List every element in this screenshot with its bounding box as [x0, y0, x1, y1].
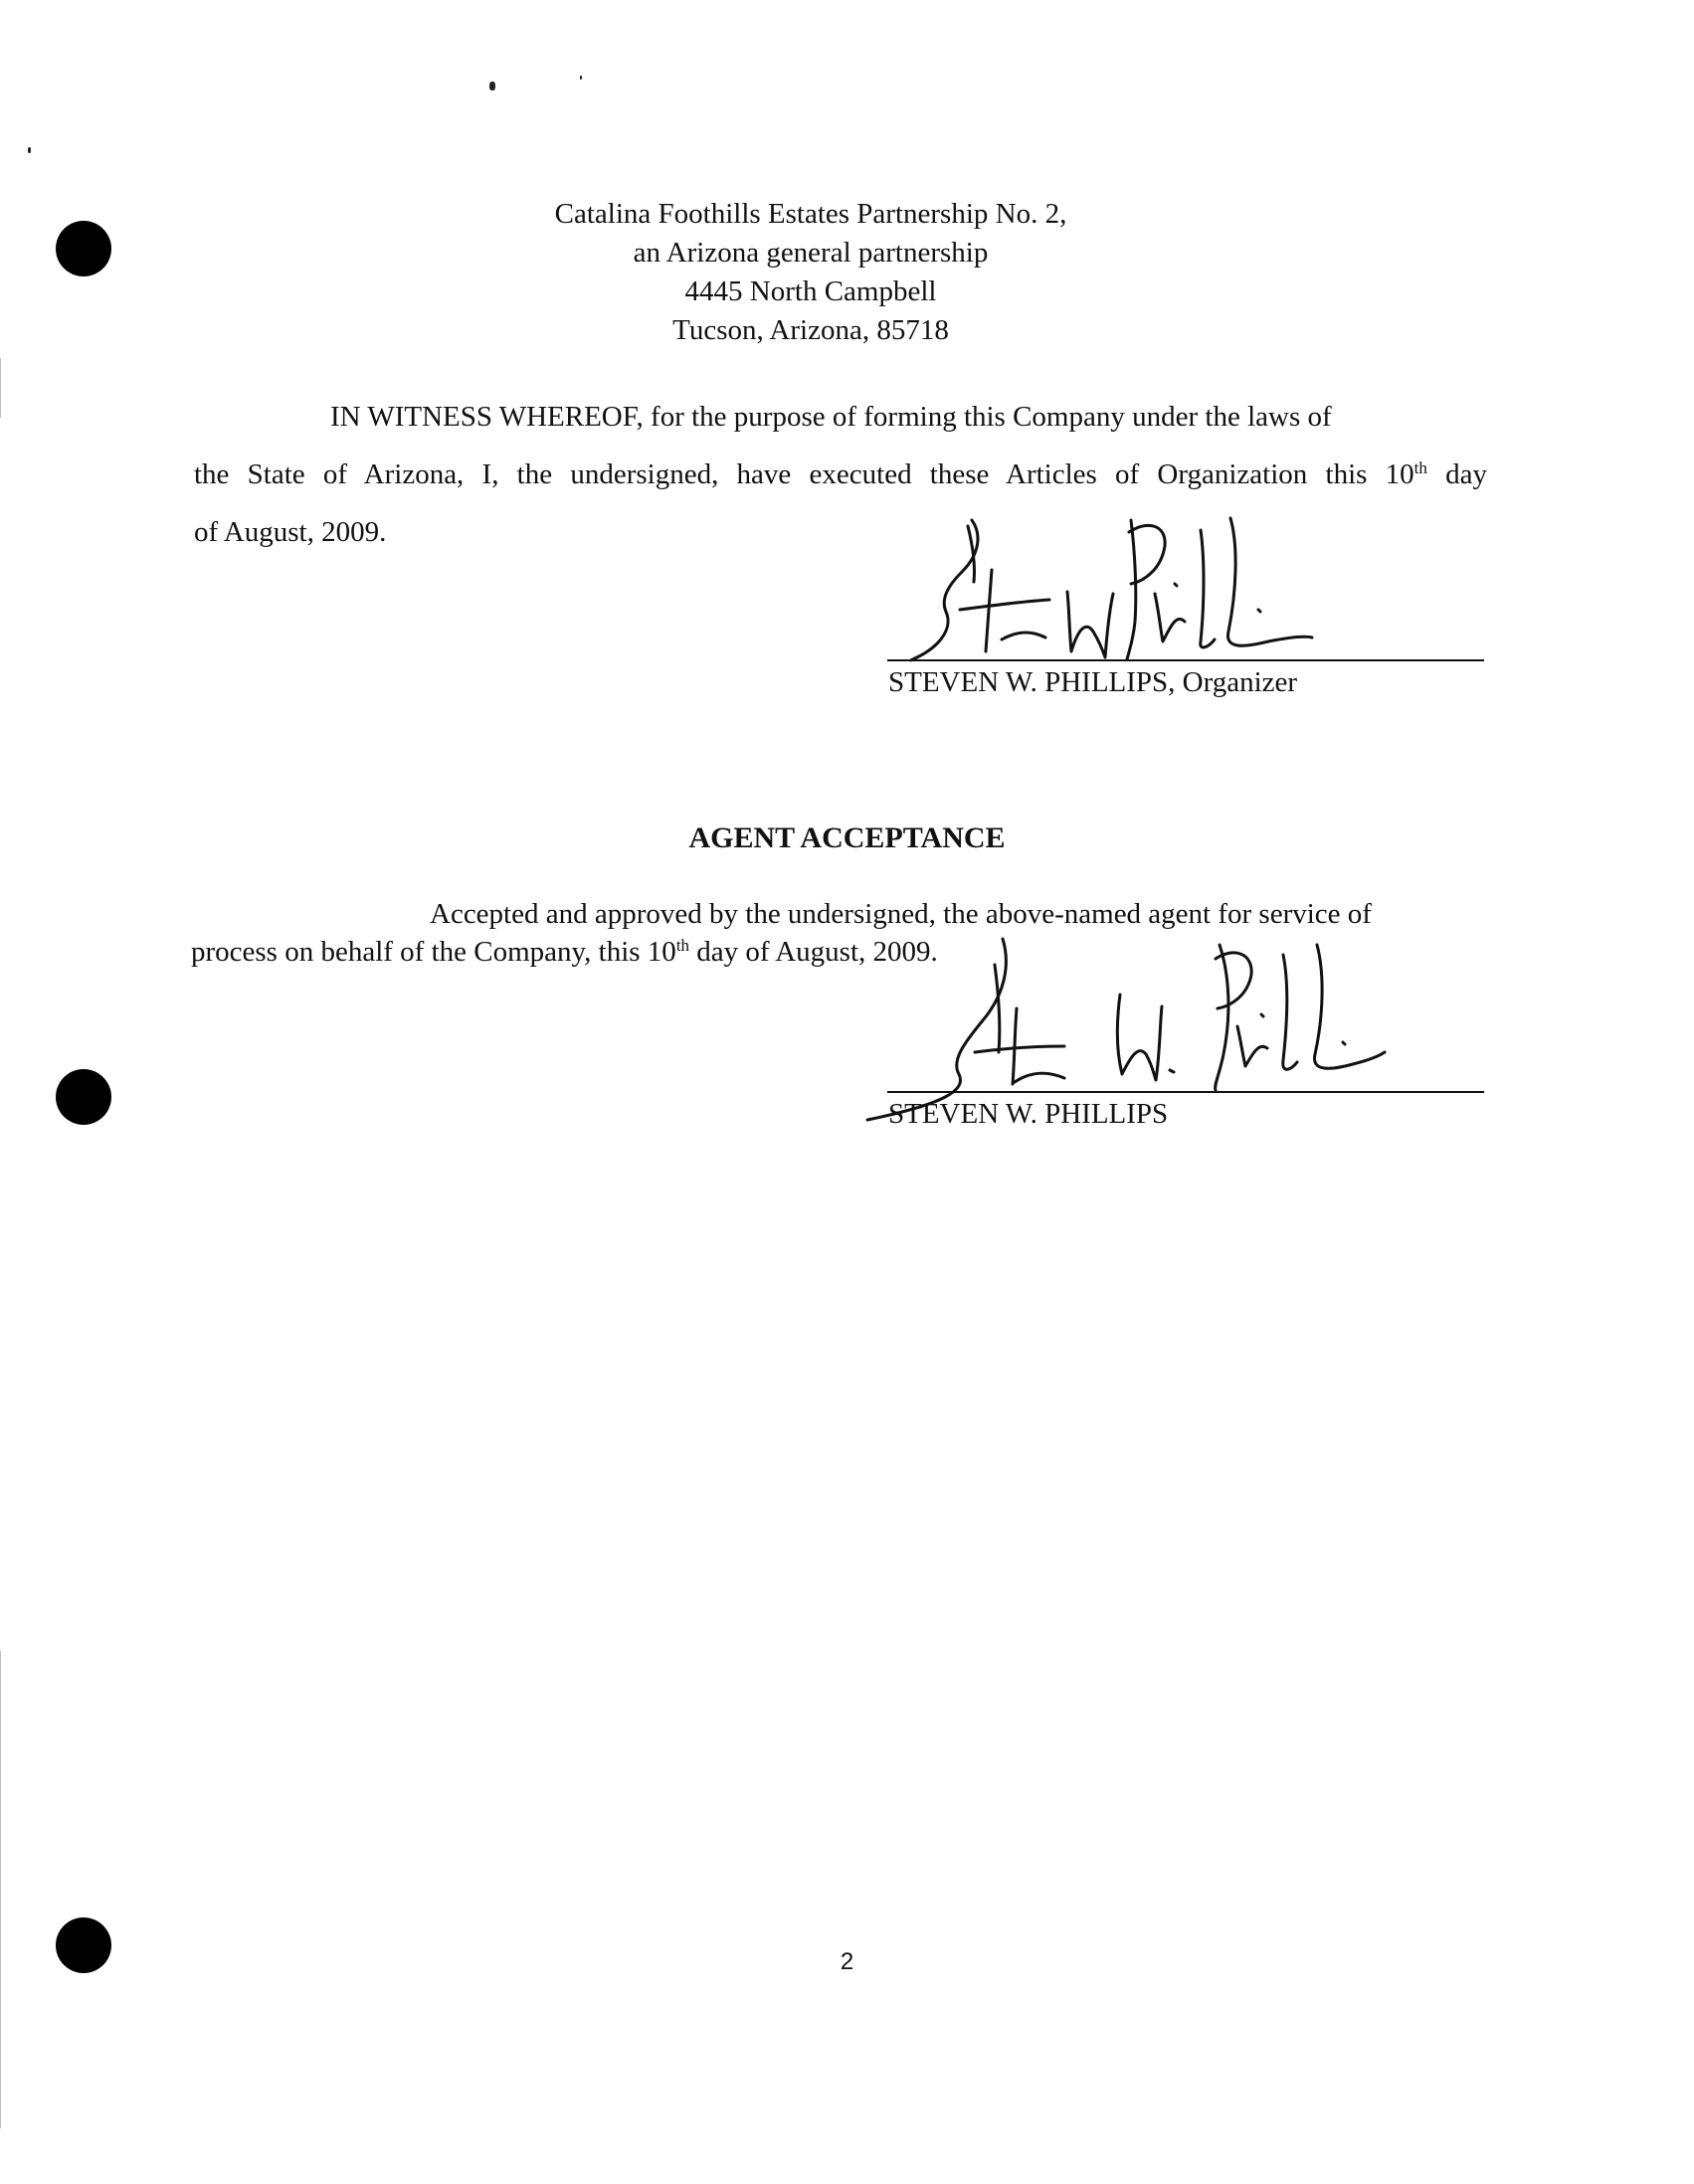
organizer-signature-line	[887, 659, 1484, 661]
witness-line-2	[194, 446, 1487, 503]
organizer-signature	[910, 502, 1388, 671]
address-block	[398, 195, 1223, 350]
witness-line-3: of August, 2009.	[194, 516, 387, 548]
scan-edge	[0, 1651, 1, 2128]
address-line-entity: Catalina Foothills Estates Partnership No. 2,	[554, 198, 1067, 230]
witness-line-2-text: the State of Arizona, I, the undersigned, have executed these Articles of Organization this 10	[194, 458, 1414, 490]
scan-speck	[489, 82, 495, 91]
scan-edge	[0, 358, 1, 418]
punch-hole-top	[56, 221, 111, 276]
agent-line-1: Accepted and approved by the undersigned, the above-named agent for service of	[430, 898, 1372, 930]
ordinal-suffix: th	[675, 936, 690, 955]
agent-signature	[855, 935, 1412, 1124]
scan-speck	[580, 76, 582, 80]
page-number: 2	[840, 1948, 854, 1975]
agent-line-2-end: day of August, 2009.	[689, 936, 938, 968]
agent-signature-line	[887, 1091, 1484, 1093]
agent-name: STEVEN W. PHILLIPS	[888, 1098, 1169, 1130]
address-line-city: Tucson, Arizona, 85718	[672, 314, 949, 346]
section-heading-agent-acceptance: AGENT ACCEPTANCE	[688, 821, 1006, 854]
witness-line-1: IN WITNESS WHEREOF, for the purpose of forming this Company under the laws of	[330, 401, 1332, 433]
punch-hole-middle	[56, 1069, 111, 1125]
scan-speck	[28, 147, 31, 153]
organizer-name: STEVEN W. PHILLIPS, Organizer	[888, 666, 1298, 698]
witness-line-2-end: day	[1426, 458, 1487, 490]
agent-line-2-text: process on behalf of the Company, this 10	[191, 936, 676, 968]
ordinal-suffix: th	[1413, 458, 1427, 477]
agent-line-2	[191, 933, 938, 971]
address-line-type: an Arizona general partnership	[633, 237, 989, 269]
address-line-street: 4445 North Campbell	[684, 275, 937, 307]
